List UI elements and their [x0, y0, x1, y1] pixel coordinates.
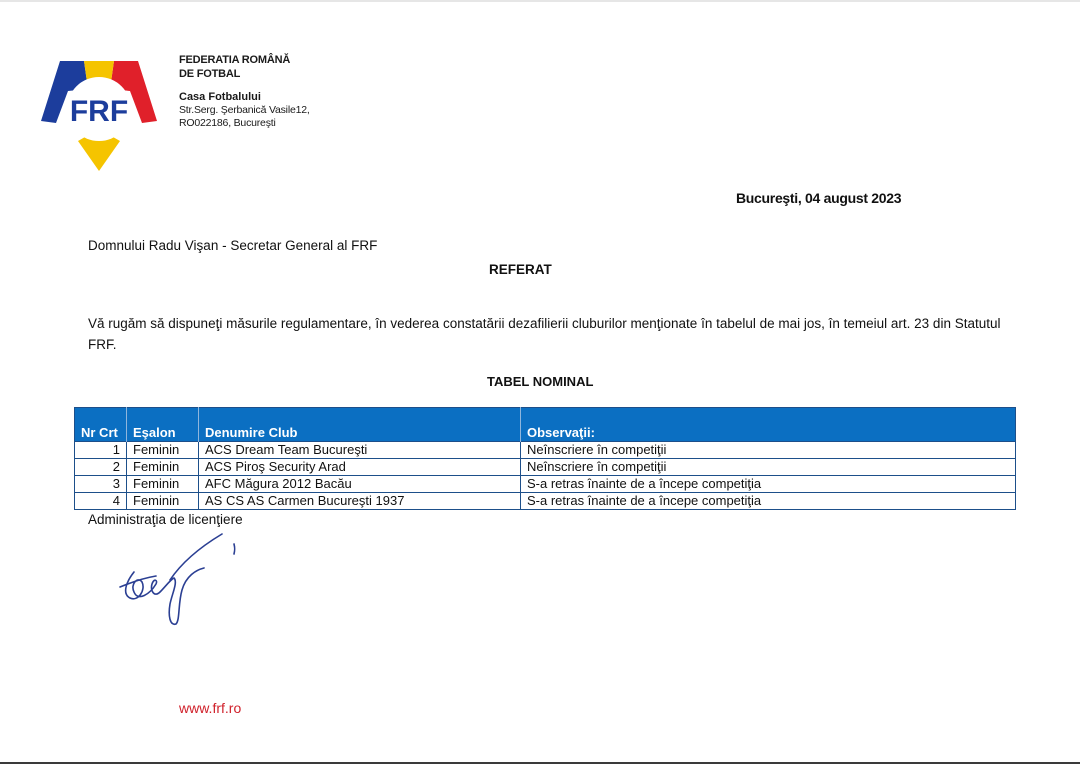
signature: [112, 532, 242, 632]
frf-logo: [38, 55, 160, 171]
row-nr: 3: [75, 476, 127, 493]
body-paragraph: Vă rugăm să dispuneţi măsurile regulamentare, în vederea constatării dezafilierii cluburilor menţionate în tabelul de mai jos, în temeiul art. 23 din Statutul FRF.: [88, 316, 1001, 352]
row-observatii: Neînscriere în competiţii: [521, 459, 1016, 476]
row-observatii: Neînscriere în competiţii: [521, 442, 1016, 459]
building-name: Casa Fotbalului: [179, 91, 261, 103]
header-observatii: Observaţii:: [521, 408, 1016, 442]
table-row: [75, 476, 1016, 493]
table-title: TABEL NOMINAL: [487, 374, 594, 389]
org-name-line2: DE FOTBAL: [179, 68, 241, 80]
table-row: [75, 493, 1016, 510]
bottom-divider: [0, 762, 1080, 764]
org-name-line1: FEDERATIA ROMÂNĂ: [179, 54, 291, 66]
logo-text: FRF: [69, 95, 129, 128]
admin-label: Administraţia de licenţiere: [88, 512, 243, 527]
organization-header: [179, 53, 310, 130]
nominal-table: [74, 407, 1016, 510]
row-club: ACS Dream Team Bucureşti: [199, 442, 521, 459]
row-esalon: Feminin: [127, 459, 199, 476]
address-line1: Str.Serg. Şerbanică Vasile12,: [179, 104, 310, 116]
row-observatii: S-a retras înainte de a începe competiţia: [521, 476, 1016, 493]
row-esalon: Feminin: [127, 493, 199, 510]
row-nr: 4: [75, 493, 127, 510]
header-esalon: Eşalon: [127, 408, 199, 442]
row-club: AS CS AS Carmen Bucureşti 1937: [199, 493, 521, 510]
document-title: REFERAT: [489, 262, 552, 277]
addressee: Domnului Radu Vişan - Secretar General al FRF: [88, 238, 378, 253]
row-club: ACS Piroş Security Arad: [199, 459, 521, 476]
website-link[interactable]: www.frf.ro: [179, 700, 242, 716]
header-denumire-club: Denumire Club: [199, 408, 521, 442]
top-divider: [0, 0, 1080, 2]
row-nr: 2: [75, 459, 127, 476]
row-nr: 1: [75, 442, 127, 459]
row-esalon: Feminin: [127, 442, 199, 459]
document-date: Bucureşti, 04 august 2023: [736, 190, 902, 206]
table-header-row: [75, 408, 1016, 442]
row-club: AFC Măgura 2012 Bacău: [199, 476, 521, 493]
table-row: [75, 459, 1016, 476]
row-observatii: S-a retras înainte de a începe competiţia: [521, 493, 1016, 510]
row-esalon: Feminin: [127, 476, 199, 493]
header-nr-crt: Nr Crt: [75, 408, 127, 442]
table-row: [75, 442, 1016, 459]
address-line2: RO022186, Bucureşti: [179, 117, 276, 129]
